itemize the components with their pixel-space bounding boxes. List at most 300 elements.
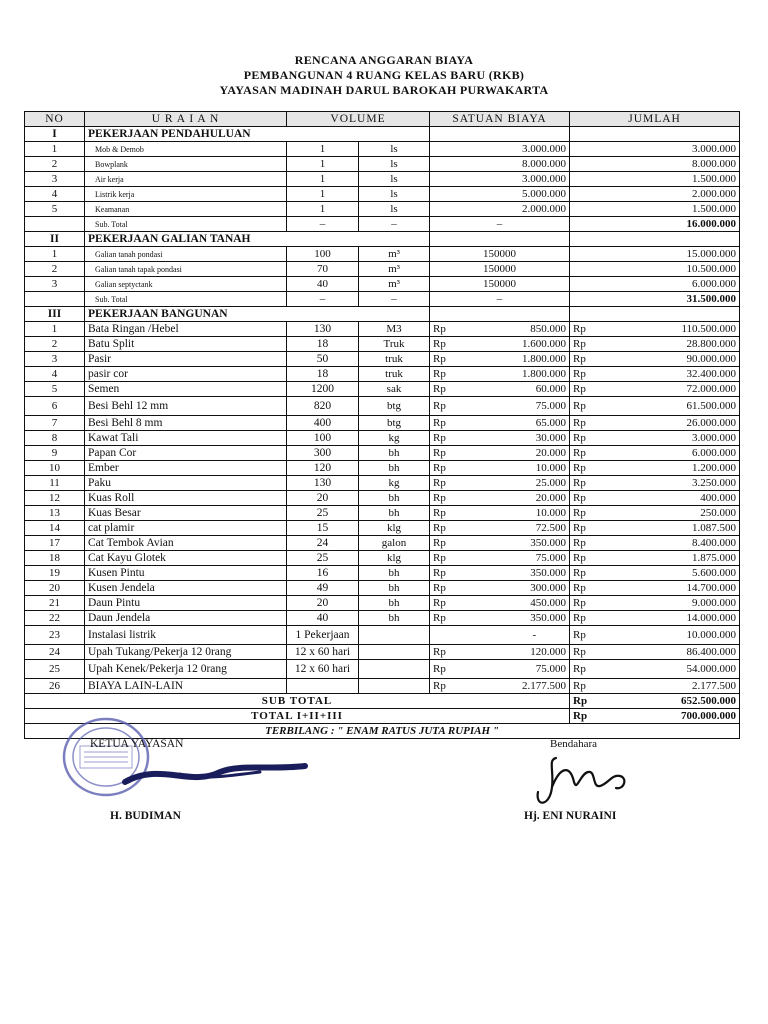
item-total-currency: Rp [570, 431, 640, 446]
item-total-currency: Rp [570, 611, 640, 626]
grand-total-row-value: 700.000.000 [640, 709, 740, 724]
table-row [25, 172, 740, 187]
item-price: 10.000 [500, 461, 570, 476]
item-volume: 100 [287, 247, 359, 262]
item-price: 1.600.000 [500, 337, 570, 352]
item-total: 3.000.000 [640, 431, 740, 446]
section-row [25, 307, 740, 322]
item-unit: btg [359, 416, 430, 431]
item-price: 3.000.000 [430, 172, 570, 187]
item-volume: 40 [287, 611, 359, 626]
subtotal-row: Sub. Total – – – 16.000.000 [25, 217, 740, 232]
item-total-currency: Rp [570, 476, 640, 491]
item-name: Papan Cor [85, 446, 287, 461]
item-volume: 120 [287, 461, 359, 476]
item-no: 14 [25, 521, 85, 536]
item-name: Batu Split [85, 337, 287, 352]
item-name: pasir cor [85, 367, 287, 382]
item-name: Kuas Roll [85, 491, 287, 506]
budget-table [24, 111, 740, 739]
item-price: 350.000 [500, 566, 570, 581]
section-title: PEKERJAAN BANGUNAN [85, 307, 430, 322]
item-volume: 18 [287, 367, 359, 382]
item-total: 90.000.000 [640, 352, 740, 367]
item-price-currency: Rp [430, 551, 500, 566]
item-name: Cat Kayu Glotek [85, 551, 287, 566]
item-volume: 25 [287, 551, 359, 566]
table-row [25, 187, 740, 202]
item-name: Air kerja [85, 172, 287, 187]
table-row [25, 679, 740, 694]
item-unit [359, 645, 430, 660]
item-total-currency: Rp [570, 397, 640, 416]
treasurer-role: Bendahara [550, 738, 598, 750]
item-total: 2.177.500 [640, 679, 740, 694]
item-unit [359, 626, 430, 645]
item-name: BIAYA LAIN-LAIN [85, 679, 287, 694]
item-no: 9 [25, 446, 85, 461]
table-row [25, 660, 740, 679]
item-price-currency: Rp [430, 322, 500, 337]
table-row [25, 142, 740, 157]
item-volume: 50 [287, 352, 359, 367]
item-name: Daun Pintu [85, 596, 287, 611]
item-total-currency: Rp [570, 506, 640, 521]
amount-in-words: TERBILANG : " ENAM RATUS JUTA RUPIAH " [25, 724, 740, 739]
item-name: Bowplank [85, 157, 287, 172]
col-header-uraian: U R A I A N [85, 112, 287, 127]
table-row [25, 645, 740, 660]
item-volume: 1 [287, 142, 359, 157]
item-price: 72.500 [500, 521, 570, 536]
section-row [25, 127, 740, 142]
subtotal-value: 16.000.000 [570, 217, 740, 232]
item-volume: 15 [287, 521, 359, 536]
table-row [25, 431, 740, 446]
item-name: Upah Tukang/Pekerja 12 0rang [85, 645, 287, 660]
item-total: 10.500.000 [570, 262, 740, 277]
table-row [25, 476, 740, 491]
item-name: Besi Behl 12 mm [85, 397, 287, 416]
item-total-currency: Rp [570, 596, 640, 611]
table-row [25, 322, 740, 337]
item-price-currency: Rp [430, 491, 500, 506]
item-no: 2 [25, 157, 85, 172]
table-row [25, 566, 740, 581]
item-price: 25.000 [500, 476, 570, 491]
item-no: 24 [25, 645, 85, 660]
item-volume: 100 [287, 431, 359, 446]
item-total: 1.087.500 [640, 521, 740, 536]
item-price-currency: Rp [430, 521, 500, 536]
item-unit: ls [359, 172, 430, 187]
item-no: 21 [25, 596, 85, 611]
item-no: 7 [25, 416, 85, 431]
item-unit: bh [359, 596, 430, 611]
item-total-currency: Rp [570, 322, 640, 337]
item-no: 20 [25, 581, 85, 596]
item-price: 20.000 [500, 491, 570, 506]
item-total: 3.250.000 [640, 476, 740, 491]
item-price: 150000 [430, 247, 570, 262]
item-no: 19 [25, 566, 85, 581]
item-total: 26.000.000 [640, 416, 740, 431]
item-price: 350.000 [500, 536, 570, 551]
item-unit: btg [359, 397, 430, 416]
table-row [25, 521, 740, 536]
item-price: 30.000 [500, 431, 570, 446]
item-price-currency: Rp [430, 611, 500, 626]
item-unit: m³ [359, 262, 430, 277]
item-volume: 130 [287, 476, 359, 491]
table-row [25, 157, 740, 172]
item-price-currency: Rp [430, 679, 500, 694]
item-no: 12 [25, 491, 85, 506]
item-no: 10 [25, 461, 85, 476]
item-no: 4 [25, 367, 85, 382]
item-total: 1.200.000 [640, 461, 740, 476]
item-total-currency: Rp [570, 660, 640, 679]
item-name: Mob & Demob [85, 142, 287, 157]
table-row [25, 626, 740, 645]
item-name: Daun Jendela [85, 611, 287, 626]
item-no: 18 [25, 551, 85, 566]
item-total-currency: Rp [570, 566, 640, 581]
item-name: Upah Kenek/Pekerja 12 0rang [85, 660, 287, 679]
item-name: Galian tanah pondasi [85, 247, 287, 262]
item-no: 25 [25, 660, 85, 679]
item-volume: 25 [287, 506, 359, 521]
item-total: 5.600.000 [640, 566, 740, 581]
item-volume: 300 [287, 446, 359, 461]
item-name: Cat Tembok Avian [85, 536, 287, 551]
item-total: 86.400.000 [640, 645, 740, 660]
item-unit: bh [359, 446, 430, 461]
item-volume: 130 [287, 322, 359, 337]
item-total: 32.400.000 [640, 367, 740, 382]
item-total: 14.000.000 [640, 611, 740, 626]
item-price: 8.000.000 [430, 157, 570, 172]
item-total: 1.500.000 [570, 172, 740, 187]
item-unit: ls [359, 142, 430, 157]
item-total: 28.800.000 [640, 337, 740, 352]
item-unit: kg [359, 431, 430, 446]
section-title: PEKERJAAN GALIAN TANAH [85, 232, 430, 247]
item-name: Galian tanah tapak pondasi [85, 262, 287, 277]
item-price-currency: Rp [430, 596, 500, 611]
item-unit: klg [359, 551, 430, 566]
item-no: 13 [25, 506, 85, 521]
item-volume: 1 [287, 172, 359, 187]
item-total-currency: Rp [570, 416, 640, 431]
item-no: 8 [25, 431, 85, 446]
item-price: 5.000.000 [430, 187, 570, 202]
item-unit: sak [359, 382, 430, 397]
item-total: 8.400.000 [640, 536, 740, 551]
item-total: 2.000.000 [570, 187, 740, 202]
section-title: PEKERJAAN PENDAHULUAN [85, 127, 430, 142]
item-name: cat plamir [85, 521, 287, 536]
section-row [25, 232, 740, 247]
item-name: Bata Ringan /Hebel [85, 322, 287, 337]
section-number: III [25, 307, 85, 322]
item-price-currency: Rp [430, 506, 500, 521]
doc-subtitle: PEMBANGUNAN 4 RUANG KELAS BARU (RKB) [243, 68, 525, 82]
item-no: 2 [25, 262, 85, 277]
item-unit: bh [359, 491, 430, 506]
item-unit: Truk [359, 337, 430, 352]
item-total-currency: Rp [570, 352, 640, 367]
item-price-currency: Rp [430, 352, 500, 367]
treasurer-name: Hj. ENI NURAINI [524, 810, 617, 822]
item-total-currency: Rp [570, 521, 640, 536]
item-price: 75.000 [500, 551, 570, 566]
item-name: Ember [85, 461, 287, 476]
item-total-currency: Rp [570, 581, 640, 596]
grand-total-row-label: TOTAL I+II+III [25, 709, 570, 724]
item-total: 3.000.000 [570, 142, 740, 157]
item-total-currency: Rp [570, 491, 640, 506]
item-name: Instalasi listrik [85, 626, 287, 645]
item-total: 8.000.000 [570, 157, 740, 172]
col-header-jumlah: JUMLAH [570, 112, 740, 127]
item-price: 2.177.500 [500, 679, 570, 694]
subtotal-row [25, 694, 740, 709]
item-price: 2.000.000 [430, 202, 570, 217]
section-number: I [25, 127, 85, 142]
item-volume: 49 [287, 581, 359, 596]
item-total-currency: Rp [570, 382, 640, 397]
subtotal-row-currency: Rp [570, 694, 640, 709]
item-name: Galian septyctank [85, 277, 287, 292]
table-row [25, 337, 740, 352]
item-price: 75.000 [500, 397, 570, 416]
item-price: 3.000.000 [430, 142, 570, 157]
item-no: 5 [25, 202, 85, 217]
item-price: 60.000 [500, 382, 570, 397]
item-name: Pasir [85, 352, 287, 367]
item-unit: galon [359, 536, 430, 551]
table-row [25, 596, 740, 611]
item-price-currency: Rp [430, 581, 500, 596]
item-price: 120.000 [500, 645, 570, 660]
item-total: 61.500.000 [640, 397, 740, 416]
item-volume: 70 [287, 262, 359, 277]
item-total-currency: Rp [570, 446, 640, 461]
item-unit: truk [359, 367, 430, 382]
item-price-currency: Rp [430, 397, 500, 416]
item-price: - [500, 626, 570, 645]
item-price: 20.000 [500, 446, 570, 461]
item-total: 250.000 [640, 506, 740, 521]
item-no: 11 [25, 476, 85, 491]
table-row [25, 491, 740, 506]
item-price-currency: Rp [430, 431, 500, 446]
item-total-currency: Rp [570, 536, 640, 551]
subtotal-row: Sub. Total – – – 31.500.000 [25, 292, 740, 307]
item-no: 1 [25, 142, 85, 157]
item-volume: 24 [287, 536, 359, 551]
item-price: 450.000 [500, 596, 570, 611]
treasurer-signature [530, 752, 640, 812]
item-total: 14.700.000 [640, 581, 740, 596]
item-volume: 20 [287, 596, 359, 611]
item-unit: ls [359, 157, 430, 172]
item-price-currency: Rp [430, 337, 500, 352]
item-price-currency: Rp [430, 367, 500, 382]
item-name: Kusen Pintu [85, 566, 287, 581]
doc-organization: YAYASAN MADINAH DARUL BAROKAH PURWAKARTA [219, 83, 549, 97]
item-unit: bh [359, 611, 430, 626]
item-total: 72.000.000 [640, 382, 740, 397]
item-total-currency: Rp [570, 551, 640, 566]
item-unit: M3 [359, 322, 430, 337]
subtotal-label: Sub. Total [85, 292, 287, 307]
table-row [25, 277, 740, 292]
table-row [25, 581, 740, 596]
item-total-currency: Rp [570, 679, 640, 694]
item-price-currency: Rp [430, 446, 500, 461]
doc-title: RENCANA ANGGARAN BIAYA [294, 53, 474, 67]
item-price-currency [430, 626, 500, 645]
item-no: 5 [25, 382, 85, 397]
item-volume: 1 [287, 187, 359, 202]
item-name: Keamanan [85, 202, 287, 217]
item-total-currency: Rp [570, 461, 640, 476]
item-name: Kuas Besar [85, 506, 287, 521]
item-price-currency: Rp [430, 416, 500, 431]
table-row [25, 611, 740, 626]
item-price: 1.800.000 [500, 352, 570, 367]
table-row [25, 416, 740, 431]
item-unit: bh [359, 581, 430, 596]
item-total: 1.875.000 [640, 551, 740, 566]
subtotal-row-value: 652.500.000 [640, 694, 740, 709]
item-price-currency: Rp [430, 476, 500, 491]
item-price: 150000 [430, 262, 570, 277]
col-header-volume: VOLUME [287, 112, 430, 127]
table-row [25, 247, 740, 262]
item-price-currency: Rp [430, 536, 500, 551]
col-header-no: NO [25, 112, 85, 127]
subtotal-label: Sub. Total [85, 217, 287, 232]
col-header-satuan-biaya: SATUAN BIAYA [430, 112, 570, 127]
item-total-currency: Rp [570, 645, 640, 660]
item-volume: 1 [287, 157, 359, 172]
item-unit: klg [359, 521, 430, 536]
item-volume: 16 [287, 566, 359, 581]
item-total-currency: Rp [570, 337, 640, 352]
section-number: II [25, 232, 85, 247]
item-total-currency: Rp [570, 367, 640, 382]
item-volume: 400 [287, 416, 359, 431]
table-row [25, 262, 740, 277]
item-total: 110.500.000 [640, 322, 740, 337]
item-no: 2 [25, 337, 85, 352]
item-price-currency: Rp [430, 461, 500, 476]
item-price: 75.000 [500, 660, 570, 679]
item-volume: 12 x 60 hari [287, 660, 359, 679]
item-unit: bh [359, 506, 430, 521]
item-no: 3 [25, 172, 85, 187]
table-row [25, 461, 740, 476]
item-no: 3 [25, 277, 85, 292]
item-name: Kusen Jendela [85, 581, 287, 596]
chairman-name: H. BUDIMAN [110, 810, 181, 822]
table-row [25, 367, 740, 382]
item-unit: truk [359, 352, 430, 367]
item-volume: 20 [287, 491, 359, 506]
item-volume: 1 Pekerjaan [287, 626, 359, 645]
item-no: 4 [25, 187, 85, 202]
item-total: 15.000.000 [570, 247, 740, 262]
subtotal-row-label: SUB TOTAL [25, 694, 570, 709]
item-total: 54.000.000 [640, 660, 740, 679]
item-no: 23 [25, 626, 85, 645]
item-name: Listrik kerja [85, 187, 287, 202]
item-unit: bh [359, 566, 430, 581]
table-header-row [25, 112, 740, 127]
item-volume: 12 x 60 hari [287, 645, 359, 660]
item-total-currency: Rp [570, 626, 640, 645]
item-unit: kg [359, 476, 430, 491]
item-price: 1.800.000 [500, 367, 570, 382]
item-price-currency: Rp [430, 660, 500, 679]
item-volume [287, 679, 359, 694]
item-name: Kawat Tali [85, 431, 287, 446]
item-unit [359, 679, 430, 694]
item-no: 1 [25, 247, 85, 262]
item-no: 26 [25, 679, 85, 694]
item-unit: m³ [359, 277, 430, 292]
table-row [25, 506, 740, 521]
item-total: 10.000.000 [640, 626, 740, 645]
item-price: 350.000 [500, 611, 570, 626]
item-unit: m³ [359, 247, 430, 262]
table-row [25, 446, 740, 461]
item-total: 1.500.000 [570, 202, 740, 217]
item-total: 6.000.000 [570, 277, 740, 292]
item-volume: 40 [287, 277, 359, 292]
chairman-signature [120, 752, 310, 792]
item-price: 65.000 [500, 416, 570, 431]
item-volume: 1 [287, 202, 359, 217]
item-name: Semen [85, 382, 287, 397]
table-row [25, 382, 740, 397]
item-unit: bh [359, 461, 430, 476]
item-volume: 1200 [287, 382, 359, 397]
subtotal-value: 31.500.000 [570, 292, 740, 307]
item-price-currency: Rp [430, 566, 500, 581]
chairman-role: KETUA YAYASAN [90, 738, 184, 750]
item-unit: ls [359, 202, 430, 217]
item-no: 1 [25, 322, 85, 337]
table-row [25, 202, 740, 217]
item-price: 10.000 [500, 506, 570, 521]
item-name: Besi Behl 8 mm [85, 416, 287, 431]
item-price: 300.000 [500, 581, 570, 596]
item-price-currency: Rp [430, 645, 500, 660]
table-row [25, 536, 740, 551]
item-volume: 18 [287, 337, 359, 352]
table-row [25, 397, 740, 416]
item-no: 3 [25, 352, 85, 367]
item-unit [359, 660, 430, 679]
item-price-currency: Rp [430, 382, 500, 397]
item-no: 6 [25, 397, 85, 416]
item-total: 400.000 [640, 491, 740, 506]
item-total: 9.000.000 [640, 596, 740, 611]
